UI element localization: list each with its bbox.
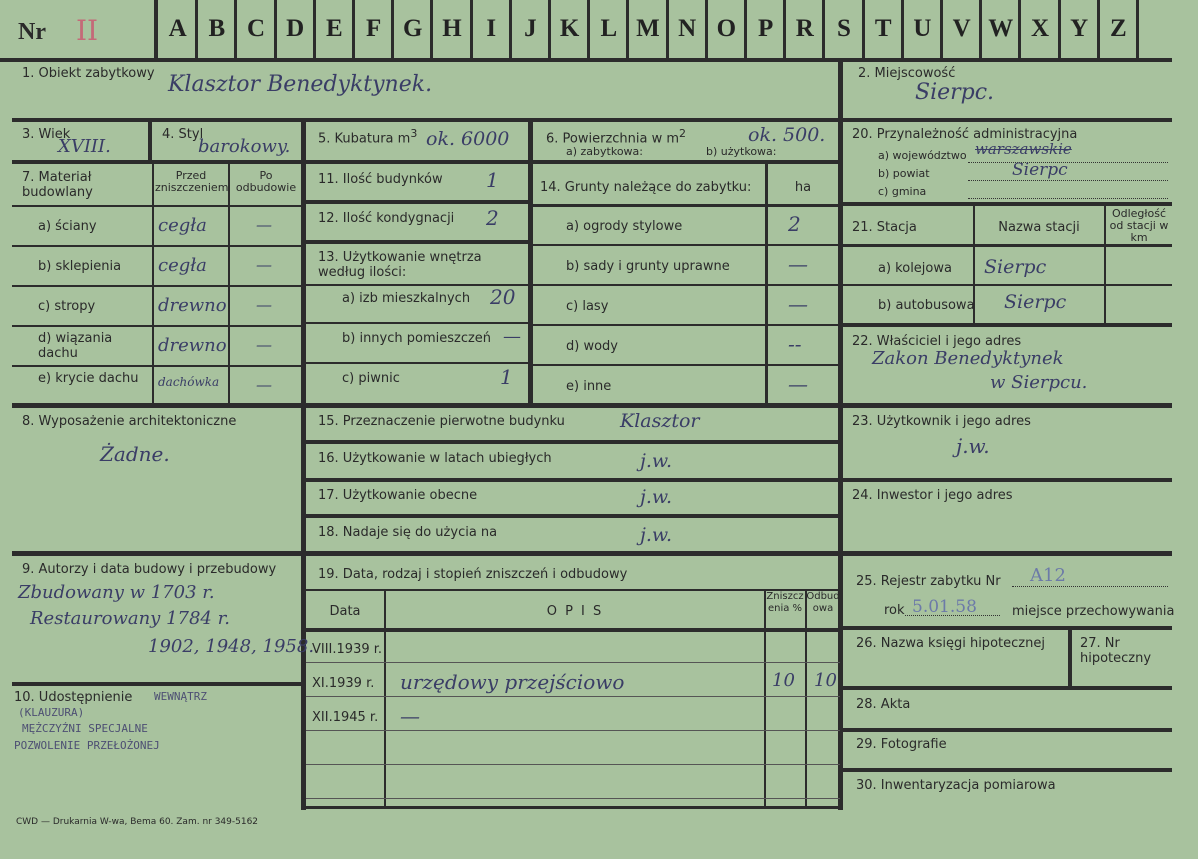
rule-line bbox=[840, 244, 1172, 247]
f9-label: 9. Autorzy i data budowy i przebudowy bbox=[22, 562, 277, 577]
f19-row-date: XI.1939 r. bbox=[312, 676, 375, 691]
rule-line bbox=[840, 551, 1172, 556]
f7-row-label: d) wiązania dachu bbox=[38, 331, 113, 361]
f19-row-rebuilt: 10 bbox=[814, 670, 837, 691]
f17-value: j.w. bbox=[640, 486, 672, 508]
rule-line bbox=[301, 120, 306, 810]
f21-rail-value: Sierpc bbox=[984, 256, 1047, 278]
f22-value-line1: Zakon Benedyktynek bbox=[872, 348, 1064, 369]
f5-value: ok. 6000 bbox=[426, 128, 510, 150]
f19-col-desc: O P I S bbox=[546, 604, 604, 619]
f14-row-label: e) inne bbox=[566, 379, 612, 394]
f7-row-label: b) sklepienia bbox=[38, 259, 122, 274]
f15-label: 15. Przeznaczenie pierwotne budynku bbox=[318, 414, 565, 429]
f13-b-label: b) innych pomieszczeń bbox=[342, 331, 492, 346]
f3-label: 3. Wiek bbox=[22, 127, 71, 142]
f14-label: 14. Grunty należące do zabytku: bbox=[540, 180, 752, 195]
rule-line bbox=[764, 590, 766, 808]
rule-line bbox=[304, 322, 530, 324]
f7-col-after: Po odbudowie bbox=[235, 169, 297, 194]
index-letter-d: D bbox=[286, 15, 305, 42]
f26-label: 26. Nazwa księgi hipotecznej bbox=[856, 636, 1045, 651]
f14-row-divider bbox=[530, 324, 840, 326]
f14-unit: ha bbox=[794, 180, 812, 195]
index-letter-k: K bbox=[559, 15, 580, 42]
index-letter-m: M bbox=[636, 15, 660, 42]
rule-line bbox=[905, 615, 1000, 616]
f25-rok-value: 5.01.58 bbox=[912, 597, 977, 617]
f14-row-value: — bbox=[788, 252, 808, 276]
rule-line bbox=[840, 323, 1172, 327]
index-letter-t: T bbox=[874, 15, 892, 42]
f12-value: 2 bbox=[486, 206, 499, 230]
rule-line bbox=[805, 590, 807, 808]
index-letter-v: V bbox=[952, 15, 971, 42]
nr-value: II bbox=[76, 14, 99, 47]
index-letter-l: L bbox=[600, 15, 618, 42]
f13-a-value: 20 bbox=[490, 285, 516, 309]
f19-col-rebuilt: Odbudowa bbox=[806, 591, 840, 614]
footer-imprint: CWD — Drukarnia W-wa, Bema 60. Zam. nr 349-5162 bbox=[16, 817, 259, 827]
f20-a-value: warszawskie bbox=[975, 140, 1072, 158]
f20-label: 20. Przynależność administracyjna bbox=[852, 127, 1078, 142]
f7-row-divider bbox=[12, 285, 304, 287]
f7-row-after: — bbox=[256, 335, 272, 354]
index-letter-r: R bbox=[795, 15, 814, 42]
f7-row-after: — bbox=[256, 295, 272, 314]
f10-label: 10. Udostępnienie bbox=[14, 690, 133, 705]
f14-row-value: — bbox=[788, 372, 808, 396]
rule-line bbox=[12, 682, 304, 686]
f13-c-value: 1 bbox=[500, 365, 513, 389]
f21-col-name: Nazwa stacji bbox=[998, 220, 1080, 235]
f25-label: 25. Rejestr zabytku Nr bbox=[856, 574, 1001, 589]
f21-label: 21. Stacja bbox=[852, 220, 917, 235]
index-letter-x: X bbox=[1030, 15, 1050, 42]
rule-line bbox=[12, 403, 1172, 408]
f20-c-label: c) gmina bbox=[878, 185, 927, 198]
rule-line bbox=[840, 686, 1172, 690]
f18-value: j.w. bbox=[640, 524, 672, 546]
f7-row-label: e) krycie dachu bbox=[38, 371, 139, 386]
f19-label: 19. Data, rodzaj i stopień zniszczeń i odbudowy bbox=[318, 567, 628, 582]
rule-line bbox=[304, 362, 530, 364]
rule-line bbox=[0, 58, 1172, 62]
f9-line3: 1902, 1948, 1958. bbox=[148, 636, 315, 657]
rule-line bbox=[838, 62, 843, 122]
rule-line bbox=[304, 806, 840, 809]
index-letter-w: W bbox=[988, 15, 1014, 42]
f21-bus-label: b) autobusowa bbox=[878, 298, 975, 313]
f7-row-before: drewno bbox=[158, 335, 227, 356]
f16-value: j.w. bbox=[640, 450, 672, 472]
f3-value: XVIII. bbox=[58, 136, 111, 157]
f12-label: 12. Ilość kondygnacji bbox=[318, 211, 455, 226]
f23-label: 23. Użytkownik i jego adres bbox=[852, 414, 1031, 429]
f23-value: j.w. bbox=[956, 434, 990, 458]
f27-label: 27. Nr hipoteczny bbox=[1080, 636, 1152, 666]
f6-sup: 2 bbox=[679, 127, 687, 140]
f18-label: 18. Nadaje się do użycia na bbox=[318, 525, 498, 540]
f13-a-label: a) izb mieszkalnych bbox=[342, 291, 471, 306]
rule-line bbox=[840, 768, 1172, 772]
f11-label: 11. Ilość budynków bbox=[318, 172, 443, 187]
index-letter-b: B bbox=[208, 15, 226, 42]
index-letter-g: G bbox=[403, 15, 423, 42]
f25-place-label: miejsce przechowywania bbox=[1012, 604, 1175, 619]
f21-col-dist: Odległość od stacji w km bbox=[1109, 207, 1169, 244]
rule-line bbox=[304, 628, 840, 632]
f19-row-destr: 10 bbox=[772, 670, 795, 691]
rule-line bbox=[304, 440, 840, 444]
index-letter-a: A bbox=[168, 15, 187, 42]
f6-label: 6. Powierzchnia w $m^2$ bbox=[546, 127, 687, 147]
rule-line bbox=[968, 180, 1168, 181]
rule-line bbox=[304, 200, 530, 204]
f25-value: A12 bbox=[1030, 565, 1066, 586]
f28-label: 28. Akta bbox=[856, 697, 911, 712]
f19-row-divider bbox=[306, 798, 840, 799]
f7-row-before: cegła bbox=[158, 215, 207, 236]
rule-line bbox=[304, 514, 840, 518]
f19-row-divider bbox=[306, 764, 840, 765]
f7-col-before: Przed zniszczeniem bbox=[155, 169, 229, 194]
f10-note3: MĘŻCZYŹNI SPECJALNE bbox=[22, 722, 148, 735]
f19-col-destr: Zniszczenia % bbox=[766, 591, 804, 614]
f9-line1: Zbudowany w 1703 r. bbox=[18, 582, 215, 603]
f5-label: 5. Kubatura $m^3$ bbox=[318, 127, 418, 147]
index-letter-divider bbox=[1136, 0, 1139, 60]
f5-sup: 3 bbox=[410, 127, 418, 140]
index-letter-z: Z bbox=[1110, 15, 1127, 42]
f6-sub-a: a) zabytkowa: bbox=[566, 145, 643, 158]
f20-b-label: b) powiat bbox=[878, 167, 930, 180]
rule-line bbox=[840, 478, 1172, 482]
f14-row-divider bbox=[530, 364, 840, 366]
f14-row-label: d) wody bbox=[566, 339, 618, 354]
rule-line bbox=[1068, 628, 1072, 690]
rule-line bbox=[304, 551, 840, 556]
f10-note4: POZWOLENIE PRZEŁOŻONEJ bbox=[14, 739, 160, 752]
f8-label: 8. Wyposażenie architektoniczne bbox=[22, 414, 237, 429]
rule-line bbox=[12, 551, 304, 556]
f7-row-before: dachówka bbox=[158, 375, 220, 389]
f2-label: 2. Miejscowość bbox=[858, 66, 956, 81]
index-letter-h: H bbox=[442, 15, 462, 42]
index-letter-o: O bbox=[716, 15, 737, 42]
f20-a-label: a) województwo bbox=[878, 149, 967, 162]
f14-row-label: a) ogrody stylowe bbox=[566, 219, 683, 234]
f29-label: 29. Fotografie bbox=[856, 737, 947, 752]
index-letter-p: P bbox=[757, 15, 774, 42]
index-letter-s: S bbox=[837, 15, 851, 42]
f7-row-divider bbox=[12, 325, 304, 327]
index-letter-f: F bbox=[365, 15, 382, 42]
rule-line bbox=[12, 160, 304, 164]
f14-row-label: c) lasy bbox=[566, 299, 609, 314]
rule-line bbox=[12, 205, 304, 207]
index-letter-e: E bbox=[326, 15, 343, 42]
f14-row-divider bbox=[530, 244, 840, 246]
f19-row-divider bbox=[306, 730, 840, 731]
rule-line bbox=[530, 204, 840, 207]
rule-line bbox=[384, 590, 386, 808]
f19-col-date: Data bbox=[329, 604, 361, 619]
f19-row-desc: urzędowy przejściowo bbox=[400, 670, 625, 694]
f6-sub-b: b) użytkowa: bbox=[706, 145, 777, 158]
rule-line bbox=[840, 728, 1172, 732]
f22-value-line2: w Sierpcu. bbox=[990, 372, 1088, 393]
f7-row-after: — bbox=[256, 215, 272, 234]
f14-row-value: — bbox=[788, 292, 808, 316]
rule-line bbox=[304, 478, 840, 482]
rule-line bbox=[148, 120, 152, 162]
f8-value: Żadne. bbox=[100, 442, 170, 466]
rule-line bbox=[840, 284, 1172, 286]
f14-row-value: 2 bbox=[788, 212, 801, 236]
f19-row-desc: — bbox=[400, 704, 420, 728]
nr-label: Nr bbox=[18, 19, 46, 45]
f4-label: 4. Styl bbox=[162, 127, 204, 142]
f15-value: Klasztor bbox=[620, 410, 700, 432]
f7-row-divider bbox=[12, 245, 304, 247]
f7-row-before: drewno bbox=[158, 295, 227, 316]
f20-b-value: Sierpc bbox=[1012, 160, 1068, 180]
f1-value: Klasztor Benedyktynek. bbox=[168, 72, 433, 97]
f13-label: 13. Użytkowanie wnętrza według ilości: bbox=[318, 250, 482, 280]
f7-label: 7. Materiał budowlany bbox=[22, 170, 93, 200]
f14-row-label: b) sady i grunty uprawne bbox=[566, 259, 730, 274]
f2-value: Sierpc. bbox=[915, 80, 995, 105]
index-letter-i: I bbox=[486, 15, 497, 42]
f16-label: 16. Użytkowanie w latach ubiegłych bbox=[318, 451, 552, 466]
f14-row-divider bbox=[530, 284, 840, 286]
f11-value: 1 bbox=[486, 168, 499, 192]
f19-row-divider bbox=[306, 696, 840, 697]
f19-row-date: XII.1945 r. bbox=[312, 710, 379, 725]
rule-line bbox=[968, 198, 1168, 199]
f24-label: 24. Inwestor i jego adres bbox=[852, 488, 1013, 503]
f7-row-before: cegła bbox=[158, 255, 207, 276]
rule-line bbox=[304, 240, 530, 244]
f4-value: barokowy. bbox=[198, 136, 291, 157]
f21-rail-label: a) kolejowa bbox=[878, 261, 952, 276]
f7-row-label: c) stropy bbox=[38, 299, 96, 314]
rule-line bbox=[1012, 586, 1168, 587]
f9-line2: Restaurowany 1784 r. bbox=[30, 608, 230, 629]
index-letter-c: C bbox=[246, 15, 266, 42]
f10-note2: (KLAUZURA) bbox=[18, 706, 85, 719]
f19-row-divider bbox=[306, 662, 840, 663]
index-letter-y: Y bbox=[1070, 15, 1089, 42]
f13-c-label: c) piwnic bbox=[342, 371, 400, 386]
f1-label: 1. Obiekt zabytkowy bbox=[22, 66, 155, 81]
f21-bus-value: Sierpc bbox=[1004, 291, 1067, 313]
f7-row-after: — bbox=[256, 255, 272, 274]
index-letter-j: J bbox=[524, 15, 537, 42]
index-letter-n: N bbox=[678, 15, 697, 42]
f13-b-value: — bbox=[503, 326, 521, 347]
f25-rok-label: rok bbox=[884, 603, 905, 618]
rule-line bbox=[840, 626, 1172, 630]
f22-label: 22. Właściciel i jego adres bbox=[852, 334, 1022, 349]
index-letter-u: U bbox=[913, 15, 932, 42]
f7-row-after: — bbox=[256, 375, 272, 394]
f19-row-date: VIII.1939 r. bbox=[312, 642, 383, 657]
f10-note1: WEWNĄTRZ bbox=[154, 690, 207, 703]
rule-line bbox=[840, 202, 1172, 206]
f17-label: 17. Użytkowanie obecne bbox=[318, 488, 478, 503]
f6-value: ok. 500. bbox=[748, 124, 826, 146]
rule-line bbox=[12, 118, 1172, 122]
f30-label: 30. Inwentaryzacja pomiarowa bbox=[856, 778, 1056, 793]
f14-row-value: -- bbox=[788, 332, 802, 356]
f7-row-label: a) ściany bbox=[38, 219, 97, 234]
rule-line bbox=[838, 120, 843, 810]
rule-line bbox=[968, 162, 1168, 163]
f7-row-divider bbox=[12, 365, 304, 367]
rule-line bbox=[304, 160, 840, 164]
